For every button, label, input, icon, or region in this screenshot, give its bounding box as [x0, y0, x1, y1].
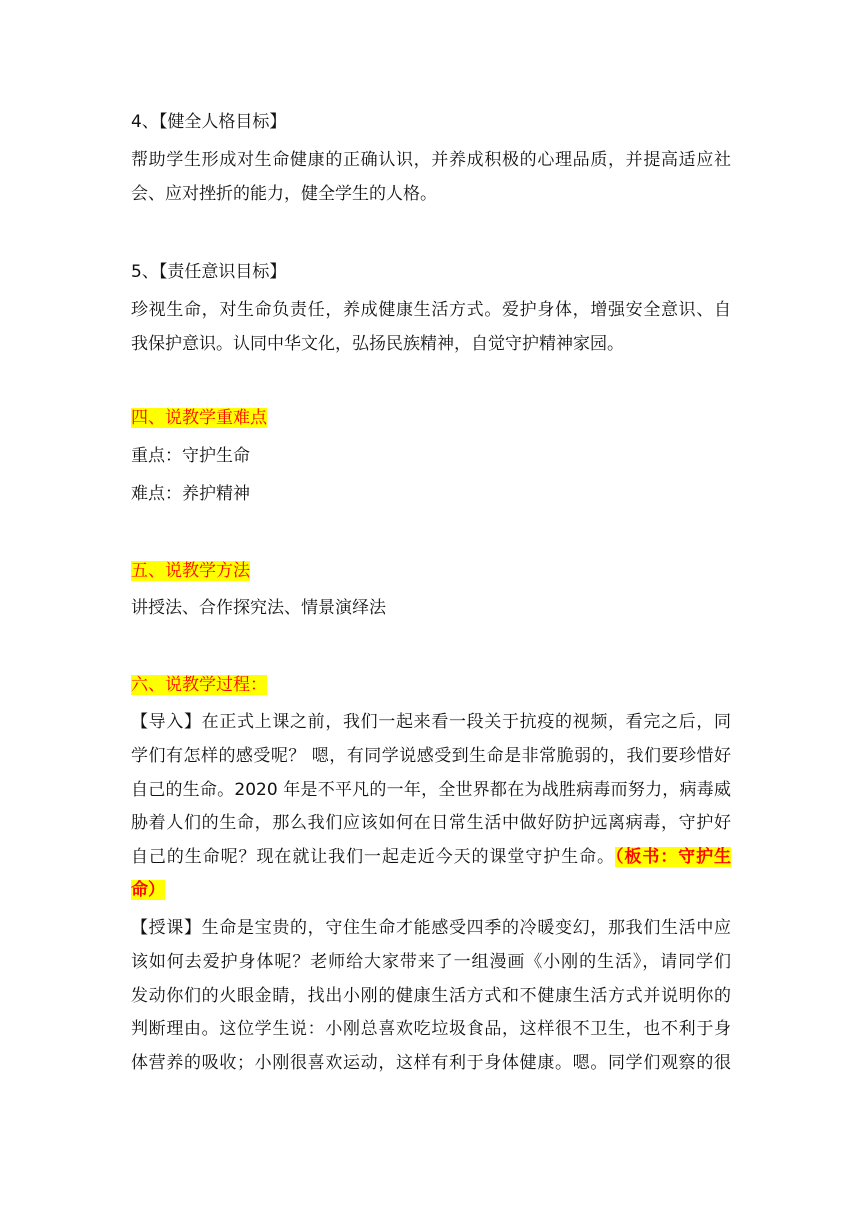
intro-line-3: 自己的生命。2020 年是不平凡的一年，全世界都在为战胜病毒而努力，病毒威	[131, 780, 731, 800]
section-4-line-2: 会、应对挫折的能力，健全学生的人格。	[131, 184, 437, 204]
lesson-text-1: 生命是宝贵的，守住生命才能感受四季的冷暖变幻，那我们生活中应	[201, 918, 732, 938]
intro-line-4: 胁着人们的生命，那么我们应该如何在日常生活中做好防护远离病毒，守护好	[131, 813, 731, 833]
process-heading-row	[131, 675, 731, 695]
lesson-line-2: 该如何去爱护身体呢？老师给大家带来了一组漫画《小刚的生活》，请同学们	[131, 952, 731, 972]
lesson-line-3: 发动你们的火眼金睛，找出小刚的健康生活方式和不健康生活方式并说明你的	[131, 986, 731, 1006]
section-4-line-1: 帮助学生形成对生命健康的正确认识，并养成积极的心理品质，并提高适应社	[131, 150, 731, 170]
section-5-line-1: 珍视生命，对生命负责任，养成健康生活方式。爱护身体，增强安全意识、自	[131, 300, 731, 320]
lesson-line-1	[131, 918, 731, 938]
key-points-heading-row	[131, 408, 731, 428]
key-focus: 重点：守护生命	[131, 446, 250, 466]
methods-text: 讲授法、合作探究法、情景演绎法	[131, 598, 386, 618]
lesson-line-5: 体营养的吸收；小刚很喜欢运动，这样有利于身体健康。嗯。同学们观察的很	[131, 1053, 731, 1073]
section-5-line-2: 我保护意识。认同中华文化，弘扬民族精神，自觉守护精神家园。	[131, 334, 624, 354]
board-note-a: （板书：守护生	[614, 847, 732, 867]
lesson-label: 【授课】	[131, 918, 202, 938]
methods-heading-row	[131, 561, 731, 581]
intro-line-1	[131, 712, 731, 732]
key-difficulty: 难点：养护精神	[131, 484, 250, 504]
intro-line-2: 学们有怎样的感受呢？ 嗯，有同学说感受到生命是非常脆弱的，我们要珍惜好	[131, 746, 731, 766]
intro-text-1: 在正式上课之前，我们一起来看一段关于抗疫的视频，看完之后，同	[201, 712, 732, 732]
intro-line-6	[131, 880, 731, 900]
intro-line-5	[131, 847, 731, 867]
section-5-title: 5、【责任意识目标】	[131, 262, 287, 282]
board-note-b: 命）	[131, 880, 165, 900]
intro-label: 【导入】	[131, 712, 202, 732]
methods-heading: 五、说教学方法	[131, 561, 250, 581]
section-4-title: 4、【健全人格目标】	[131, 112, 287, 132]
intro-text-5: 自己的生命呢？现在就让我们一起走近今天的课堂守护生命。	[131, 847, 615, 867]
lesson-line-4: 判断理由。这位学生说：小刚总喜欢吃垃圾食品，这样很不卫生，也不利于身	[131, 1019, 731, 1039]
process-heading: 六、说教学过程：	[131, 675, 267, 695]
key-points-heading: 四、说教学重难点	[131, 408, 267, 428]
